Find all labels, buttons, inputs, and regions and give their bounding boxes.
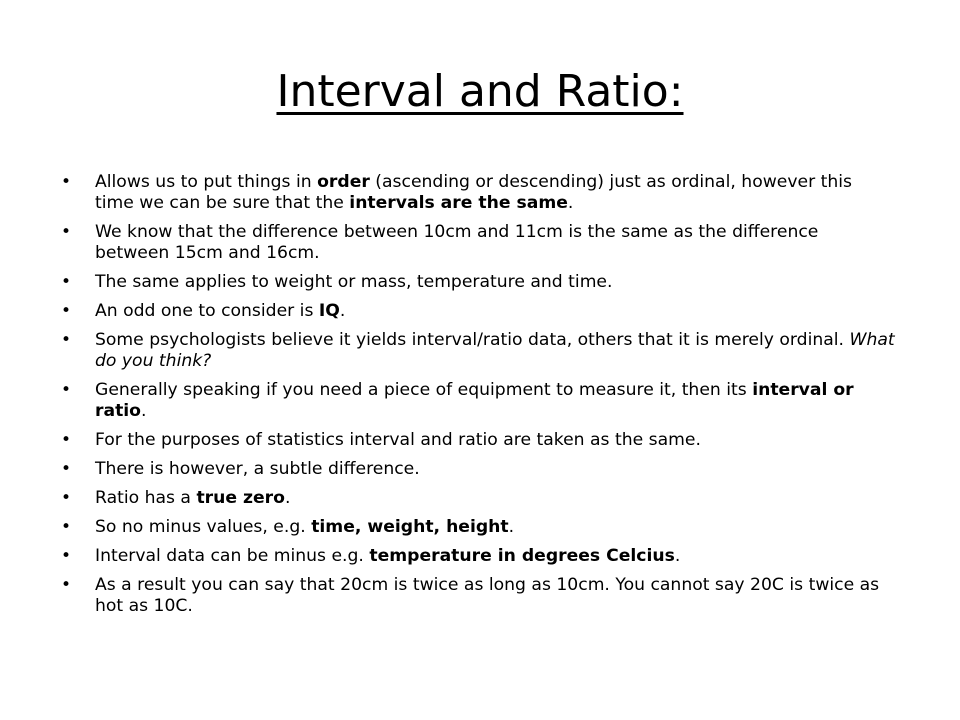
bullet-item [95, 517, 895, 538]
bullet-item [95, 575, 895, 617]
bullet-text: The same applies to weight or mass, temperature and time. [95, 272, 613, 292]
bold-text: time, weight, height [311, 517, 509, 537]
bullet-text: Generally speaking if you need a piece of equipment to measure it, then its [95, 380, 753, 400]
bullet-item [95, 222, 895, 264]
bullet-item [95, 301, 895, 322]
bullet-text: There is however, a subtle difference. [95, 459, 420, 479]
bullet-text: We know that the difference between 10cm and 11cm is the same as the difference between 15cm and 16cm. [95, 222, 819, 263]
bullet-text: . [508, 517, 515, 537]
slide-title: Interval and Ratio: [276, 66, 684, 117]
bullet-item [95, 488, 895, 509]
bullet-text: So no minus values, e.g. [95, 517, 312, 537]
bullet-text: . [567, 193, 574, 213]
bold-text: true zero [196, 488, 285, 508]
bullet-item [95, 380, 895, 422]
bold-text: IQ [318, 301, 340, 321]
bullet-text: Some psychologists believe it yields interval/ratio data, others that it is merely ordinal. [95, 330, 850, 350]
bold-text: temperature in degrees Celcius [369, 546, 675, 566]
bullet-text: (ascending or descending) just as ordinal, however this time we can be sure that the [95, 172, 852, 213]
bullet-text: . [284, 488, 291, 508]
bullet-text: An odd one to consider is [95, 301, 319, 321]
bullet-item [95, 172, 895, 214]
bold-text: intervals are the same [349, 193, 568, 213]
bullet-text: As a result you can say that 20cm is twice as long as 10cm. You cannot say 20C is twice as hot as 10C. [95, 575, 880, 616]
bold-text: order [317, 172, 370, 192]
bullet-item [95, 430, 895, 451]
bullet-item [95, 272, 895, 293]
bullet-text: Ratio has a [95, 488, 197, 508]
bullet-text: For the purposes of statistics interval and ratio are taken as the same. [95, 430, 701, 450]
bullet-text: Interval data can be minus e.g. [95, 546, 370, 566]
bullet-item [95, 459, 895, 480]
bullet-item [95, 546, 895, 567]
bullet-text: . [141, 401, 147, 421]
italic-text: What do you think? [95, 330, 895, 371]
bullet-text: . [674, 546, 681, 566]
bold-text: interval or ratio [95, 380, 854, 421]
bullet-text: . [339, 301, 346, 321]
bullet-text: Allows us to put things in [95, 172, 318, 192]
bullet-item [95, 330, 895, 372]
bullet-list [95, 172, 895, 625]
